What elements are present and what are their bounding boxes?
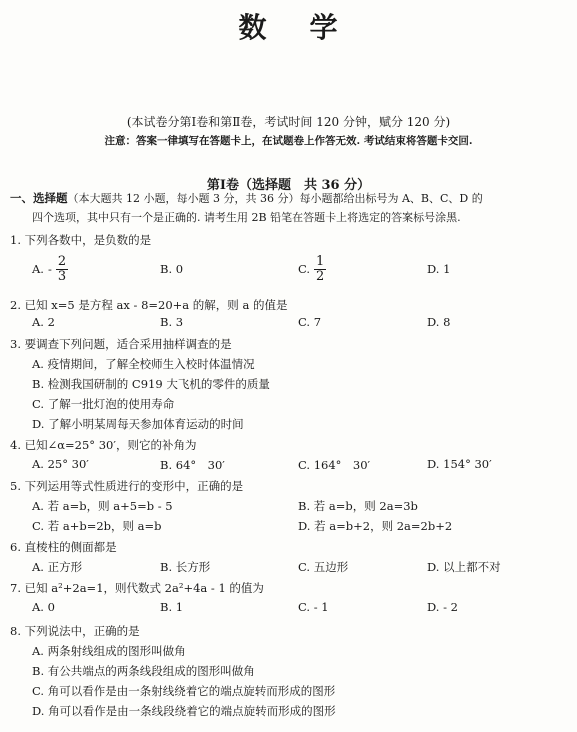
question-6-option-c: C. 五边形: [298, 560, 349, 574]
exam-info: (本试卷分第Ⅰ卷和第Ⅱ卷，考试时间 120 分钟，赋分 120 分): [126, 115, 451, 129]
section-title: 第Ⅰ卷（选择题 共 36 分）: [206, 178, 371, 193]
question-6-option-b: B. 长方形: [160, 560, 211, 574]
question-3-option-d: D. 了解小明某周每天参加体育运动的时间: [32, 417, 244, 431]
question-5-option-d: D. 若 a=b+2，则 2a=2b+2: [298, 519, 453, 533]
question-2-option-b: B. 3: [160, 315, 184, 329]
question-3-stem: 3. 要调查下列问题，适合采用抽样调查的是: [10, 337, 232, 351]
question-7-option-b: B. 1: [160, 600, 184, 614]
question-4-option-d: D. 154° 30′: [427, 457, 492, 471]
fraction-denominator: 3: [57, 268, 67, 284]
exam-title: [0, 6, 577, 46]
question-6-option-d: D. 以上都不对: [427, 560, 501, 574]
question-2-stem: 2. 已知 x=5 是方程 ax - 8=20+a 的解，则 a 的值是: [10, 298, 288, 312]
question-1-option-b: B. 0: [160, 262, 184, 276]
option-a-sign: -: [47, 262, 52, 276]
question-6-option-a: A. 正方形: [32, 560, 83, 574]
question-7-option-a: A. 0: [32, 600, 55, 614]
title-char-2: 学: [309, 11, 339, 44]
option-a-fraction: [56, 255, 68, 283]
question-1-option-a: [32, 249, 68, 289]
question-2-option-d: D. 8: [427, 315, 451, 329]
question-6-stem: 6. 直棱柱的侧面都是: [10, 540, 117, 554]
option-c-label: C.: [298, 262, 311, 276]
question-8-option-c: C. 角可以看作是由一条射线绕着它的端点旋转而形成的图形: [32, 684, 336, 698]
question-2-option-a: A. 2: [32, 315, 55, 329]
question-1-stem: 1. 下列各数中，是负数的是: [10, 233, 152, 247]
question-7-stem: 7. 已知 a²+2a=1，则代数式 2a²+4a - 1 的值为: [10, 581, 264, 595]
question-8-stem: 8. 下列说法中，正确的是: [10, 624, 140, 638]
question-1-option-c: [298, 249, 326, 289]
question-7-option-c: C. - 1: [298, 600, 329, 614]
question-3-option-b: B. 检测我国研制的 C919 大飞机的零件的质量: [32, 377, 270, 391]
question-8-option-a: A. 两条射线组成的图形叫做角: [32, 644, 186, 658]
question-7-option-d: D. - 2: [427, 600, 458, 614]
question-5-option-a: A. 若 a=b，则 a+5=b - 5: [32, 499, 173, 513]
question-2-option-c: C. 7: [298, 315, 322, 329]
question-4-stem: 4. 已知∠α=25° 30′，则它的补角为: [10, 438, 197, 452]
question-5-stem: 5. 下列运用等式性质进行的变形中，正确的是: [10, 479, 244, 493]
title-char-1: 数: [238, 11, 268, 44]
question-4-option-b: B. 64° 30′: [160, 458, 225, 472]
part-intro-line-2: 四个选项，其中只有一个是正确的. 请考生用 2B 铅笔在答题卡上将选定的答案标号涂黑.: [32, 211, 461, 224]
question-4-option-a: A. 25° 30′: [32, 457, 89, 471]
question-5-option-b: B. 若 a=b，则 2a=3b: [298, 499, 418, 513]
question-3-option-c: C. 了解一批灯泡的使用寿命: [32, 397, 175, 411]
part-intro-line-1: [10, 190, 483, 206]
question-1-option-d: D. 1: [427, 262, 451, 276]
question-4-option-c: C. 164° 30′: [298, 458, 371, 472]
question-5-option-c: C. 若 a+b=2b，则 a=b: [32, 519, 162, 533]
exam-notice: 注意：答案一律填写在答题卡上，在试题卷上作答无效. 考试结束将答题卡交回.: [104, 135, 473, 147]
option-a-label: A.: [32, 262, 44, 276]
question-8-option-b: B. 有公共端点的两条线段组成的图形叫做角: [32, 664, 255, 678]
part-intro-text-1: （本大题共 12 小题，每小题 3 分，共 36 分）每小题都给出标号为 A、B、C、D 的: [67, 192, 483, 205]
question-8-option-d: D. 角可以看作是由一条线段绕着它的端点旋转而形成的图形: [32, 704, 336, 718]
fraction-numerator: 1: [316, 253, 325, 269]
part-label: 一、选择题: [10, 191, 68, 205]
fraction-denominator: 2: [316, 268, 325, 284]
question-3-option-a: A. 疫情期间，了解全校师生入校时体温情况: [32, 357, 255, 371]
option-c-fraction: [314, 255, 326, 283]
fraction-numerator: 2: [57, 253, 67, 269]
